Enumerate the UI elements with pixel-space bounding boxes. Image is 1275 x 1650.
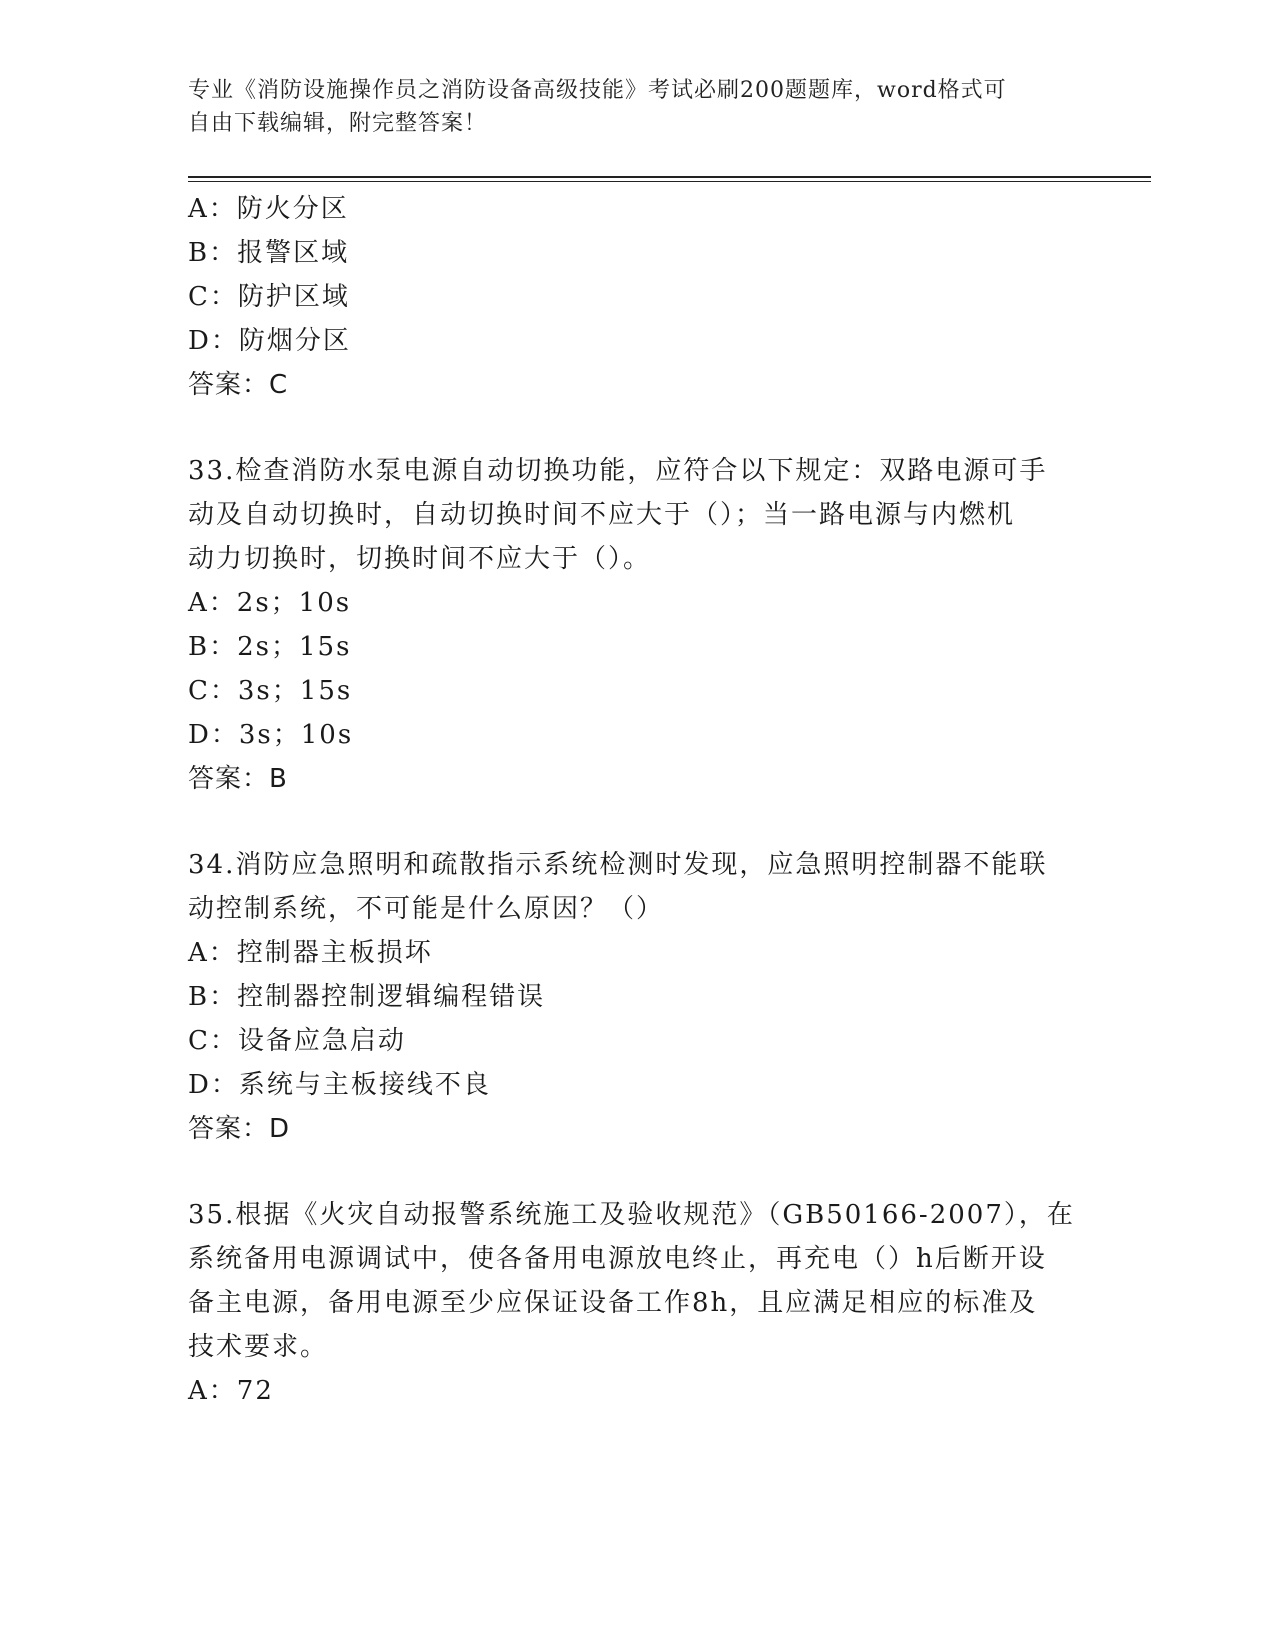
question-text-line: 33.检查消防水泵电源自动切换功能，应符合以下规定：双路电源可手 bbox=[188, 456, 1048, 486]
question-text-line: 动力切换时，切换时间不应大于（）。 bbox=[188, 544, 652, 574]
option-a: A：72 bbox=[188, 1376, 274, 1406]
option-b: B：控制器控制逻辑编程错误 bbox=[188, 982, 546, 1012]
question-text-line: 备主电源，备用电源至少应保证设备工作8h，且应满足相应的标准及 bbox=[188, 1288, 1038, 1318]
option-d: D：防烟分区 bbox=[188, 326, 351, 356]
answer: 答案：D bbox=[188, 1114, 291, 1144]
option-c: C：防护区域 bbox=[188, 282, 350, 312]
question-text-line: 动及自动切换时，自动切换时间不应大于（）；当一路电源与内燃机 bbox=[188, 500, 1016, 530]
answer: 答案：B bbox=[188, 764, 288, 794]
option-a: A：控制器主板损坏 bbox=[188, 938, 433, 968]
question-text-line: 35.根据《火灾自动报警系统施工及验收规范》（GB50166-2007），在 bbox=[188, 1200, 1075, 1230]
header-rule-thin bbox=[188, 181, 1151, 182]
option-a: A：2s；10s bbox=[188, 588, 352, 618]
option-b: B：报警区域 bbox=[188, 238, 350, 268]
option-c: C：设备应急启动 bbox=[188, 1026, 406, 1056]
question-text-line: 系统备用电源调试中，使各备用电源放电终止，再充电（）h后断开设 bbox=[188, 1244, 1047, 1274]
option-a: A：防火分区 bbox=[188, 194, 349, 224]
question-text-line: 技术要求。 bbox=[188, 1332, 329, 1362]
question-text-line: 动控制系统，不可能是什么原因？（） bbox=[188, 894, 665, 924]
option-d: D：系统与主板接线不良 bbox=[188, 1070, 491, 1100]
option-c: C：3s；15s bbox=[188, 676, 353, 706]
answer: 答案：C bbox=[188, 370, 289, 400]
header-line-2: 自由下载编辑，附完整答案！ bbox=[188, 111, 488, 136]
option-d: D：3s；10s bbox=[188, 720, 354, 750]
option-b: B：2s；15s bbox=[188, 632, 352, 662]
document-header bbox=[188, 74, 1088, 140]
header-line-1: 专业《消防设施操作员之消防设备高级技能》考试必刷200题题库，word格式可 bbox=[188, 78, 1007, 103]
question-text-line: 34.消防应急照明和疏散指示系统检测时发现，应急照明控制器不能联 bbox=[188, 850, 1048, 880]
header-rule-thick bbox=[188, 176, 1151, 178]
